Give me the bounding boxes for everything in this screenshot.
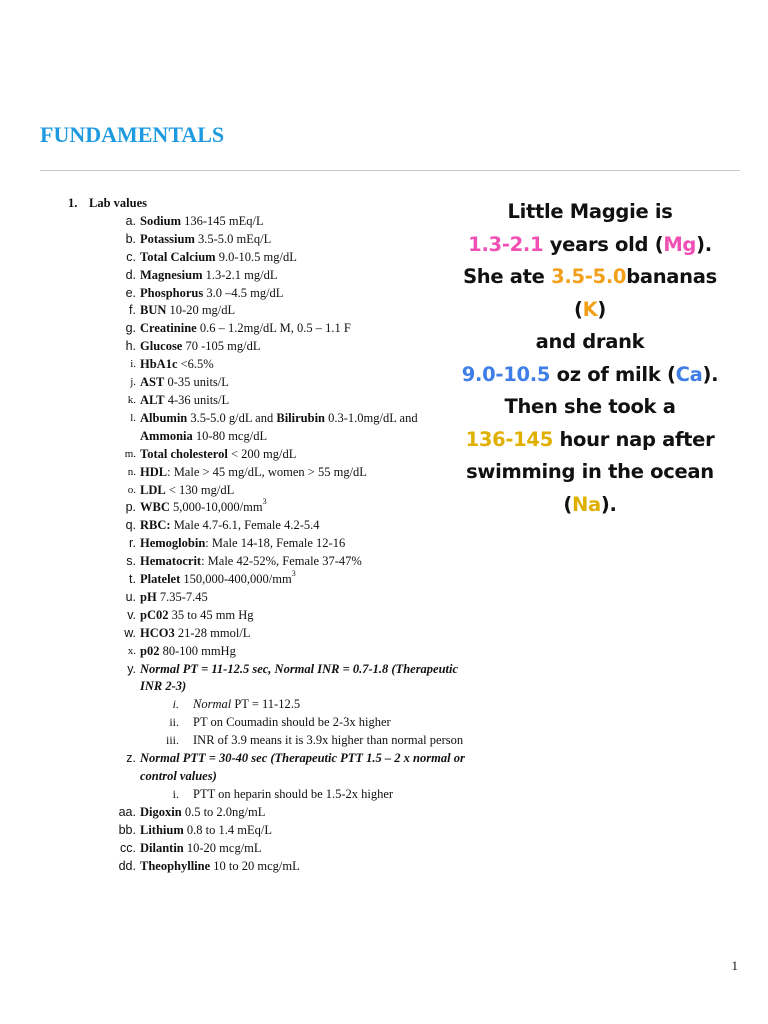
item-name: Magnesium [140,267,203,282]
item-name: Ammonia [140,428,193,443]
item-name: Glucose [140,339,183,354]
list-item [112,285,468,303]
list-item [112,482,468,500]
item-text [140,249,468,267]
list-item [112,858,468,876]
list-marker: i. [130,358,136,371]
item-text [140,607,468,625]
item-value: 150,000-400,000/mm [180,572,292,587]
item-value: 4-36 units/L [164,392,230,407]
list-marker: aa. [118,804,136,819]
item-value: 7.35-7.45 [156,589,208,604]
page-title: FUNDAMENTALS [40,122,225,147]
mnemonic-text: hour nap after [552,427,715,451]
list-item [112,320,468,338]
sub-item [136,786,468,804]
item-name: LDL [140,482,166,497]
item-text [140,374,468,392]
item-value: : Male 14-18, Female 12-16 [205,536,346,551]
mnemonic-text: years old ( [543,232,664,256]
item-value: < 130 mg/dL [165,482,235,497]
item-name: Platelet [140,572,181,587]
list-item [112,589,468,607]
sub-value: PT on Coumadin should be 2-3x higher [193,715,391,730]
item-text [140,285,468,303]
sub-item [136,732,468,750]
item-text [140,410,468,446]
list-item [112,464,468,482]
mnemonic-highlight: Na [572,492,601,516]
item-value: < 200 mg/dL [227,446,297,461]
item-name: Creatinine [140,321,197,336]
list-item-pt [112,661,468,697]
item-name: Total Calcium [140,249,216,264]
item-name: pC02 [140,607,169,622]
list-marker: dd. [118,858,136,873]
list-item [112,231,468,249]
sub-value: INR of 3.9 means it is 3.9x higher than normal person [193,733,464,748]
item-text [140,267,468,285]
list-item [112,553,468,571]
list-item [112,338,468,356]
item-name: Albumin [140,410,188,425]
superscript: 3 [291,568,296,578]
ptt-text: Normal PTT = 30-40 sec (Therapeutic PTT 1.5 – 2 x normal or control values) [140,751,465,783]
section-label: Lab values [89,196,148,210]
sub-value: PTT on heparin should be 1.5-2x higher [193,786,394,801]
mnemonic-line-3 [455,261,725,326]
list-marker: cc. [120,840,136,855]
item-text [140,858,468,876]
list-item [112,302,468,320]
list-item [112,840,468,858]
mnemonic-text: She ate [463,265,552,288]
item-value: 3.5-5.0 g/dL and [187,410,277,425]
item-name: RBC: [140,518,171,533]
list-marker: m. [124,447,136,460]
item-value: 10-80 mcg/dL [192,428,268,443]
list-item [112,804,468,822]
list-item [112,267,468,285]
sub-value: PT = 11-12.5 [231,697,301,712]
list-item [112,517,468,535]
item-text [140,822,468,840]
pt-text: Normal PT = 11-12.5 sec, Normal INR = 0.7-1.8 (Therapeutic INR 2-3) [140,661,459,694]
list-marker: l. [130,411,136,424]
mnemonic-highlight: 3.5-5.0 [551,265,627,288]
sub-emphasis: Normal [193,697,232,712]
list-item [112,213,468,231]
item-name: Dilantin [140,840,184,855]
list-marker: v. [127,607,136,622]
mnemonic-line-1: Little Maggie is [507,200,673,223]
item-value: 9.0-10.5 mg/dL [215,249,297,264]
list-marker: e. [125,285,136,300]
item-name: Hemoglobin [140,536,206,551]
item-name: pH [140,589,157,604]
list-marker: y. [127,661,136,676]
item-text [140,517,468,535]
item-value: 0.6 – 1.2mg/dL M, 0.5 – 1.1 F [196,321,351,336]
electrolyte-mnemonic [455,196,725,521]
item-name: Potassium [140,231,195,246]
sub-marker: i. [172,786,179,801]
item-name: HbA1c [140,357,178,372]
list-item [112,625,468,643]
item-text [140,589,468,607]
mnemonic-text: swimming in the ocean ( [466,460,714,516]
item-text [140,231,468,249]
list-marker: j. [130,376,136,389]
item-text [140,553,468,571]
list-marker: b. [125,231,136,246]
mnemonic-highlight: 1.3-2.1 [468,232,544,256]
mnemonic-text: ). [600,492,617,516]
item-name: p02 [140,643,160,658]
item-value: 136-145 mEq/L [181,213,264,228]
list-item [112,374,468,392]
list-marker: a. [125,213,136,228]
item-value: 10 to 20 mcg/mL [210,858,300,873]
list-marker: bb. [118,822,136,837]
item-value: : Male 42-52%, Female 37-47% [201,554,362,569]
sub-marker: i. [172,697,179,712]
list-item-ptt [112,750,468,786]
item-text [140,643,468,661]
list-marker: q. [125,518,136,533]
mnemonic-highlight: Mg [663,232,697,256]
item-text [140,625,468,643]
list-item [112,822,468,840]
mnemonic-highlight: 136-145 [465,427,553,451]
mnemonic-line-5 [455,359,725,392]
item-text [140,302,468,320]
item-text [140,482,468,500]
item-value: Male 4.7-6.1, Female 4.2-5.4 [170,518,320,533]
item-text [140,320,468,338]
item-name: AST [140,375,165,390]
item-value: 3.5-5.0 mEq/L [194,231,272,246]
item-text [140,840,468,858]
list-marker: w. [124,625,136,640]
list-marker: z. [126,751,136,766]
item-value: 5,000-10,000/mm [169,500,263,515]
item-name: Sodium [140,213,181,228]
list-item [112,568,468,589]
item-value: 35 to 45 mm Hg [168,607,254,622]
item-text [140,392,468,410]
list-marker: p. [125,500,136,515]
item-name: Bilirubin [276,410,325,425]
item-value: : Male > 45 mg/dL, women > 55 mg/dL [167,464,367,479]
item-text [140,213,468,231]
sub-text [193,696,468,714]
item-name: HDL [140,464,168,479]
mnemonic-text: ) [597,297,607,321]
list-item [112,607,468,625]
item-value: 80-100 mmHg [159,643,236,658]
list-marker: g. [125,321,136,336]
sub-text [193,786,468,804]
lab-items [68,213,468,661]
pt-subitems [68,696,468,750]
mnemonic-text: oz of milk ( [550,362,676,386]
list-marker: h. [125,339,136,354]
list-marker: n. [127,465,136,478]
list-item [112,643,468,661]
mnemonic-text: ). [702,362,719,386]
mnemonic-text: bananas ( [573,265,717,321]
item-name: BUN [140,303,167,318]
mnemonic-highlight: K [582,297,598,321]
mnemonic-line-6: Then she took a [504,395,676,418]
section-heading [68,195,468,213]
item-name: WBC [140,500,170,515]
sub-marker: iii. [165,733,179,748]
list-item [112,356,468,374]
list-item [112,249,468,267]
item-name: Hematocrit [140,554,202,569]
item-value: 70 -105 mg/dL [182,339,261,354]
item-text [140,338,468,356]
page-number: 1 [731,958,738,973]
list-marker: s. [126,554,136,569]
drug-level-items [68,804,468,876]
item-value: 0.3-1.0mg/dL and [325,410,418,425]
section-number: 1. [68,196,78,210]
list-item [112,446,468,464]
list-item [112,410,468,446]
list-marker: d. [125,267,136,282]
item-value: 10-20 mg/dL [166,303,236,318]
lab-values-list [68,195,468,875]
sub-item [136,696,468,714]
list-marker: u. [125,589,136,604]
ptt-subitems [68,786,468,804]
list-item [112,499,468,517]
item-name: Theophylline [140,858,211,873]
item-text [140,499,468,517]
item-value: 0.5 to 2.0ng/mL [181,804,266,819]
title-divider [40,170,740,171]
item-value: 1.3-2.1 mg/dL [202,267,278,282]
item-value: 0.8 to 1.4 mEq/L [183,822,272,837]
superscript: 3 [262,497,267,507]
mnemonic-line-4: and drank [535,330,645,353]
sub-text [193,732,468,750]
list-marker: f. [129,303,136,318]
list-item [112,535,468,553]
sub-text [193,714,468,732]
mnemonic-highlight: Ca [675,362,703,386]
item-name: Lithium [140,822,184,837]
item-text [140,804,468,822]
item-name: Phosphorus [140,285,204,300]
item-value: <6.5% [177,357,214,372]
item-value: 0-35 units/L [164,375,229,390]
list-item [112,392,468,410]
item-value: 10-20 mcg/mL [183,840,262,855]
item-text [140,535,468,553]
item-text [140,356,468,374]
mnemonic-text: ). [696,232,712,256]
list-marker: c. [126,249,136,264]
mnemonic-line-8 [455,456,725,521]
mnemonic-highlight: 9.0-10.5 [461,362,551,386]
item-value: 21-28 mmol/L [174,625,251,640]
list-marker: x. [127,644,136,657]
list-marker: r. [129,536,136,551]
item-name: HCO3 [140,625,175,640]
item-text [140,446,468,464]
item-value: 3.0 –4.5 mg/dL [203,285,284,300]
item-name: ALT [140,392,165,407]
item-text [140,464,468,482]
item-text [140,568,468,589]
sub-item [136,714,468,732]
item-name: Digoxin [140,804,182,819]
mnemonic-line-7 [455,424,725,457]
sub-marker: ii. [169,715,179,730]
mnemonic-line-2 [455,229,725,262]
list-marker: t. [129,572,136,587]
list-marker: k. [127,393,136,406]
list-marker: o. [127,483,136,496]
item-name: Total cholesterol [140,446,228,461]
